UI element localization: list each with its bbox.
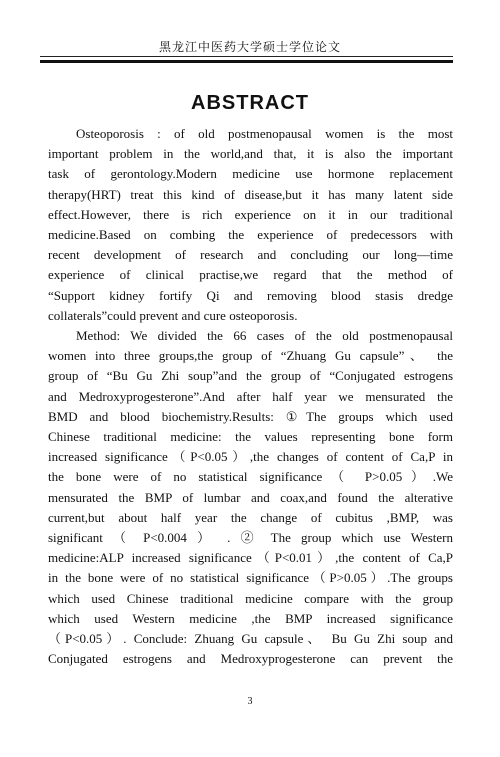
abstract-body <box>48 124 453 669</box>
abstract-line: recent development of research and concluding our long—time <box>48 247 453 263</box>
abstract-line: “Support kidney fortify Qi and removing blood stasis dredge <box>48 287 453 303</box>
header-rule-thick <box>40 60 453 63</box>
page-number: 3 <box>247 696 253 707</box>
abstract-line: in the bone were of no statistical significance（P>0.05）.The groups <box>48 570 453 586</box>
abstract-line: medicine.Based on combing the experience of predecessors with <box>48 227 453 243</box>
abstract-line: significant （ P<0.004 ） . ② The group which use Western <box>48 530 453 546</box>
abstract-line: Chinese traditional medicine: the values representing bone form <box>48 429 453 445</box>
abstract-line: women into three groups,the group of “Zhuang Gu capsule”、 the <box>48 348 453 364</box>
abstract-line: （P<0.05）. Conclude: Zhuang Gu capsule、 Bu Gu Zhi soup and <box>48 631 453 647</box>
abstract-line: Conjugated estrogens and Medroxyprogesterone can prevent the <box>48 651 453 667</box>
abstract-line: current,but about half year the change of cubitus ,BMP, was <box>48 509 453 525</box>
abstract-line: group of “Bu Gu Zhi soup”and the group of “Conjugated estrogens <box>48 368 453 384</box>
abstract-line: and Medroxyprogesterone”.And after half year we mensurated the <box>48 388 453 404</box>
abstract-line: which used Chinese traditional medicine compare with the group <box>48 590 453 606</box>
abstract-line: medicine:ALP increased significance（P<0.01）,the content of Ca,P <box>48 550 453 566</box>
abstract-line: which used Western medicine ,the BMP increased significance <box>48 610 453 626</box>
abstract-line: task of gerontology.Modern medicine use hormone replacement <box>48 166 453 182</box>
header-rule-thin <box>40 56 453 57</box>
abstract-line: therapy(HRT) treat this kind of disease,but it has many latent side <box>48 186 453 202</box>
running-header: 黑龙江中医药大学硕士学位论文 <box>158 40 341 54</box>
abstract-line: Method: We divided the 66 cases of the old postmenopausal <box>76 328 453 344</box>
abstract-title: ABSTRACT <box>191 92 309 114</box>
abstract-line: increased significance（P<0.05）,the changes of content of Ca,P in <box>48 449 453 465</box>
abstract-line: collaterals”could prevent and cure osteoporosis. <box>48 307 298 323</box>
abstract-line: effect.However, there is rich experience on it in our traditional <box>48 206 453 222</box>
abstract-line: the bone were of no statistical significance（ P>0.05）.We <box>48 469 453 485</box>
abstract-line: BMD and blood biochemistry.Results: ①The groups which used <box>48 408 453 424</box>
abstract-line: important problem in the world,and that, it is also the important <box>48 146 453 162</box>
abstract-line: mensurated the BMP of lumbar and coax,and found the alterative <box>48 489 453 505</box>
abstract-line: Osteoporosis : of old postmenopausal women is the most <box>76 126 453 141</box>
abstract-line: experience of clinical practise,we regard that the method of <box>48 267 453 283</box>
